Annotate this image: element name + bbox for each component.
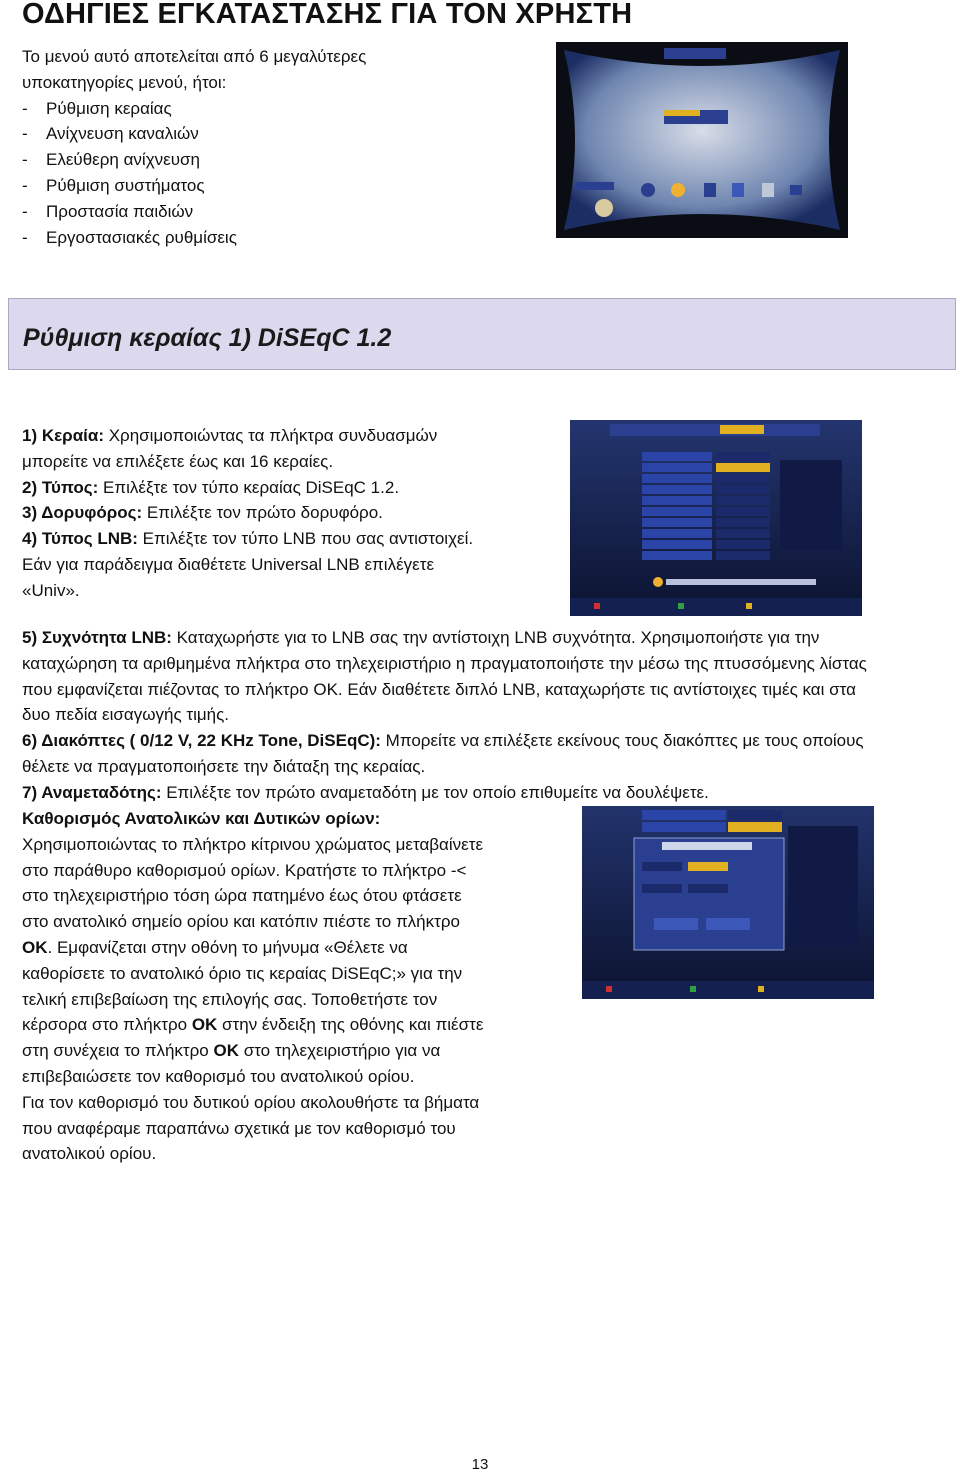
step-6: 6) Διακόπτες ( 0/12 V, 22 KHz Tone, DiSEqC): Μπορείτε να επιλέξετε εκείνους τους διακόπτες με τους οποίους	[22, 731, 864, 751]
section-title: Ρύθμιση κεραίας 1) DiSEqC 1.2	[23, 324, 392, 352]
step-1-cont: μπορείτε να επιλέξετε έως και 16 κεραίες.	[22, 451, 334, 471]
section-header	[8, 298, 956, 370]
step-4-cont: «Univ».	[22, 580, 80, 600]
limits-line: στο παράθυρο καθορισμού ορίων. Κρατήστε το πλήκτρο -<	[22, 860, 467, 880]
steps-block-1	[22, 423, 473, 604]
main-menu-screenshot	[556, 42, 848, 238]
list-item: - Εργοστασιακές ρυθμίσεις	[22, 227, 237, 247]
list-item: - Ανίχνευση καναλιών	[22, 124, 199, 144]
page-title: ΟΔΗΓΙΕΣ ΕΓΚΑΤΑΣΤΑΣΗΣ ΓΙΑ ΤΟΝ ΧΡΗΣΤΗ	[22, 0, 633, 30]
step-4: 4) Τύπος LNB: Επιλέξτε τον τύπο LNB που σας αντιστοιχεί.	[22, 529, 474, 549]
list-item: - Ελεύθερη ανίχνευση	[22, 150, 200, 170]
limits-line: στο τηλεχειριστήριο τόση ώρα πατημένο έως ότου φτάσετε	[22, 886, 462, 906]
limits-line: κέρσορα στο πλήκτρο ΟΚ στην ένδειξη της οθόνης και πιέστε	[22, 1015, 484, 1035]
page-number: 13	[471, 1456, 489, 1473]
limits-heading: Καθορισμός Ανατολικών και Δυτικών ορίων:	[22, 809, 381, 828]
limits-line: επιβεβαιώσετε τον καθορισμό του ανατολικού ορίου.	[22, 1066, 415, 1086]
limits-line: ανατολικού ορίου.	[22, 1144, 157, 1164]
step-7: 7) Αναμεταδότης: Επιλέξτε τον πρώτο αναμεταδότη με τον οποίο επιθυμείτε να δουλέψετε.	[22, 782, 709, 802]
step-5-cont: καταχώρηση τα αριθμημένα πλήκτρα στο τηλεχειριστήριο η πραγματοποιήστε την μέσω της πτυσσόμενης λίστας	[22, 653, 867, 673]
limits-line: που αναφέραμε παραπάνω σχετικά με τον καθορισμό του	[22, 1118, 456, 1138]
step-4-cont: Εάν για παράδειγμα διαθέτετε Universal LNB επιλέγετε	[22, 554, 435, 574]
list-item: - Προστασία παιδιών	[22, 201, 194, 221]
antenna-settings-screenshot	[570, 420, 862, 616]
step-1: 1) Κεραία: Χρησιμοποιώντας τα πλήκτρα συνδυασμών	[22, 426, 438, 445]
list-item: - Ρύθμιση κεραίας	[22, 98, 172, 118]
step-3: 3) Δορυφόρος: Επιλέξτε τον πρώτο δορυφόρο.	[22, 503, 383, 523]
limits-line: ΟΚ. Εμφανίζεται στην οθόνη το μήνυμα «Θέλετε να	[22, 937, 408, 957]
step-2: 2) Τύπος: Επιλέξτε τον τύπο κεραίας DiSEqC 1.2.	[22, 477, 400, 497]
limits-line: στο ανατολικό σημείο ορίου και κατόπιν πιέστε το πλήκτρο	[22, 912, 460, 932]
limits-line: τελική επιβεβαίωση της επιλογής σας. Τοποθετήστε τον	[22, 989, 438, 1009]
limits-line: Για τον καθορισμό του δυτικού ορίου ακολουθήστε τα βήματα	[22, 1092, 480, 1112]
step-6-cont: θέλετε να πραγματοποιήσετε την διάταξη της κεραίας.	[22, 756, 426, 776]
limits-line: στη συνέχεια το πλήκτρο ΟΚ στο τηλεχειριστήριο για να	[22, 1041, 441, 1061]
intro-block	[22, 44, 366, 250]
limits-line: καθορίσετε το ανατολικό όριο τις κεραίας DiSEqC;» για την	[22, 963, 463, 983]
intro-line: υποκατηγορίες μενού, ήτοι:	[22, 72, 227, 92]
limits-line: Χρησιμοποιώντας το πλήκτρο κίτρινου χρώματος μεταβαίνετε	[22, 834, 484, 854]
step-5-cont: δυο πεδία εισαγωγής τιμής.	[22, 705, 230, 725]
limits-dialog-screenshot	[582, 806, 874, 999]
limits-block	[22, 806, 483, 1167]
step-5: 5) Συχνότητα LNB: Καταχωρήστε για το LNB σας την αντίστοιχη LNB συχνότητα. Χρησιμοποιήστε για την	[22, 628, 820, 647]
step-5-cont: που εμφανίζεται πιέζοντας το πλήκτρο ΟΚ. Εάν διαθέτετε διπλό LNB, καταχωρήστε τις αντίστοιχες τιμές και στα	[22, 679, 856, 699]
steps-block-2	[22, 625, 867, 806]
intro-line: Το μενού αυτό αποτελείται από 6 μεγαλύτερες	[22, 47, 367, 66]
list-item: - Ρύθμιση συστήματος	[22, 175, 205, 195]
